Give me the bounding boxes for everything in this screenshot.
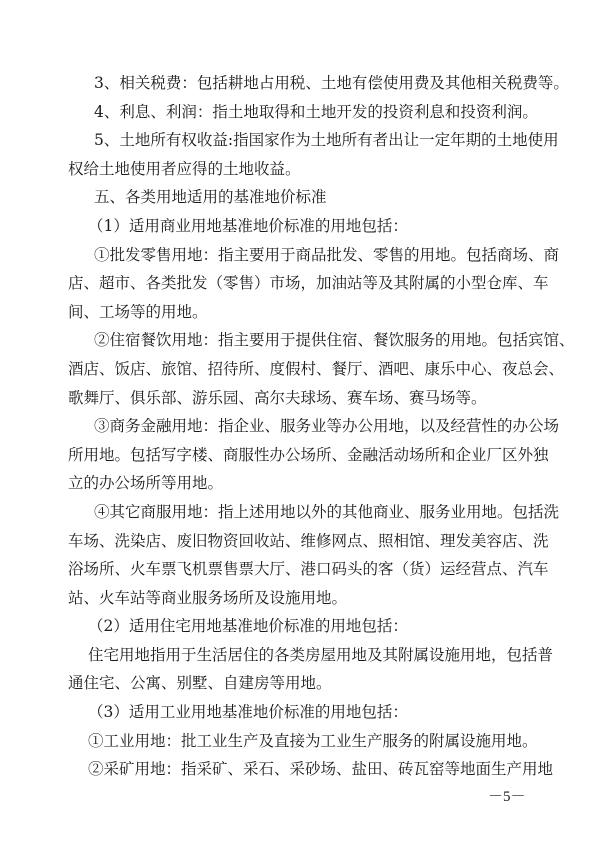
paragraph-line: 酒店、饭店、旅馆、招待所、度假村、餐厅、酒吧、康乐中心、夜总会、 <box>68 359 565 378</box>
paragraph-line: ③商务金融用地：指企业、服务业等办公用地，以及经营性的办公场 <box>94 417 560 436</box>
paragraph-line: 所用地。包括写字楼、商服性办公场所、金融活动场所和企业厂区外独 <box>68 445 549 464</box>
paragraph-line: 站、火车站等商业服务场所及设施用地。 <box>68 588 348 607</box>
paragraph-line: 3、相关税费：包括耕地占用税、土地有偿使用费及其他相关税费等。 <box>94 74 569 92</box>
subsection-heading: （2）适用住宅用地基准地价标准的用地包括： <box>88 617 408 636</box>
paragraph-line: ①批发零售用地：指主要用于商品批发、零售的用地。包括商场、商 <box>94 245 560 264</box>
paragraph-line: ②采矿用地：指采矿、采石、采砂场、盐田、砖瓦窑等地面生产用地 <box>88 760 554 779</box>
paragraph-line: 通住宅、公寓、别墅、自建房等用地。 <box>68 674 332 693</box>
paragraph-line: 5、土地所有权收益:指国家作为土地所有者出让一定年期的土地使用 <box>94 131 559 150</box>
subsection-heading: （1）适用商业用地基准地价标准的用地包括： <box>88 216 408 235</box>
paragraph-line: 权给土地使用者应得的土地收益。 <box>68 159 301 178</box>
paragraph-line: 歌舞厅、俱乐部、游乐园、高尔夫球场、赛车场、赛马场等。 <box>68 388 487 407</box>
paragraph-line: 住宅用地指用于生活居住的各类房屋用地及其附属设施用地，包括普 <box>88 645 554 664</box>
document-body <box>68 69 575 784</box>
page-number: －5－ <box>488 789 526 805</box>
section-heading: 五、各类用地适用的基准地价标准 <box>94 188 327 207</box>
paragraph-line: 立的办公场所等用地。 <box>68 474 224 493</box>
paragraph-line: ④其它商服用地：指上述用地以外的其他商业、服务业用地。包括洗 <box>94 502 560 521</box>
paragraph-line: 间、工场等的用地。 <box>68 302 208 321</box>
paragraph-line: 4、利息、利润：指土地取得和土地开发的投资利息和投资利润。 <box>94 102 538 121</box>
paragraph-line: ①工业用地：批工业生产及直接为工业生产服务的附属设施用地。 <box>88 731 538 750</box>
paragraph-line: 浴场所、火车票飞机票售票大厅、港口码头的客（货）运经营点、汽车 <box>68 560 549 579</box>
paragraph-line: ②住宿餐饮用地：指主要用于提供住宿、餐饮服务的用地。包括宾馆、 <box>94 331 575 350</box>
subsection-heading: （3）适用工业用地基准地价标准的用地包括： <box>88 703 408 722</box>
paragraph-line: 车场、洗染店、废旧物资回收站、维修网点、照相馆、理发美容店、洗 <box>68 531 549 550</box>
paragraph-line: 店、超市、各类批发（零售）市场，加油站等及其附属的小型仓库、车 <box>68 274 549 293</box>
